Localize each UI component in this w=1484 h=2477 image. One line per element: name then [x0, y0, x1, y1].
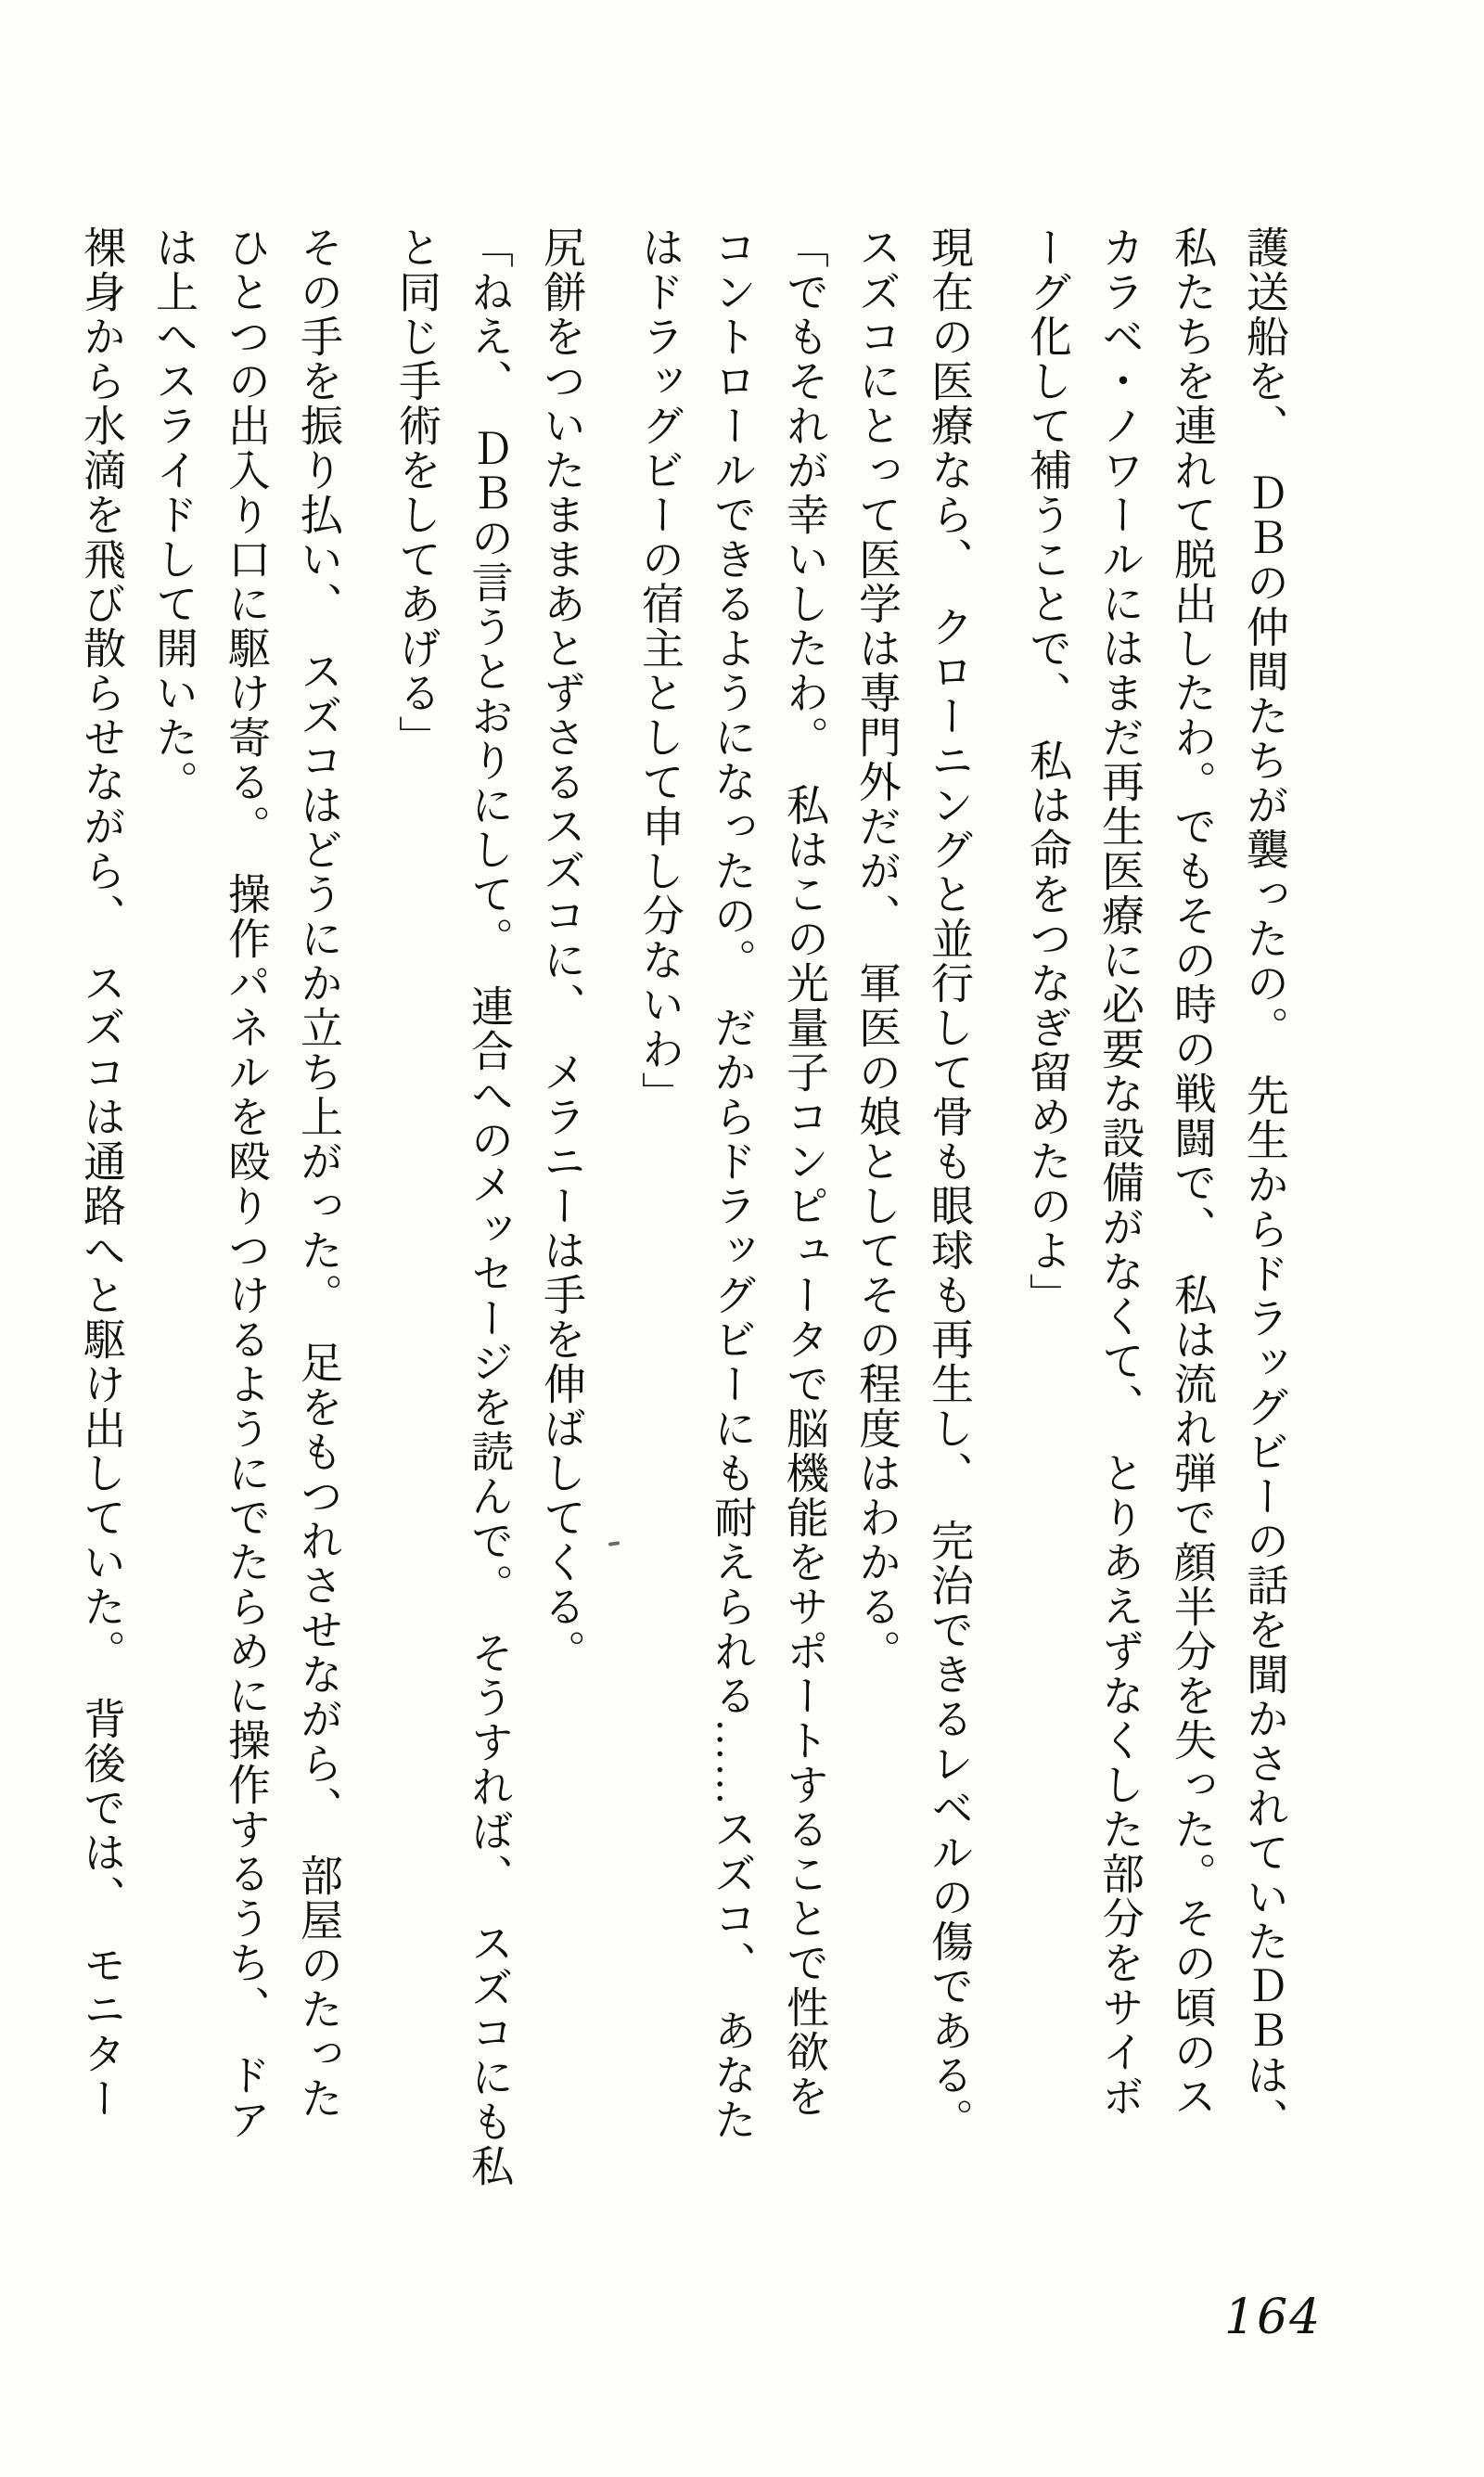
- text-column-2: 私たちを連れて脱出したわ。でもその時の戦闘で、 私は流れ弾で顔半分を失った。その頃のス: [1169, 225, 1216, 2119]
- text-column-14: ひとつの出入り口に駆け寄る。 操作パネルを殴りつけるようにでたらめに操作するうち、 ドア: [223, 225, 270, 2142]
- text-column-5: 現在の医療なら、 クローニングと並行して骨も眼球も再生し、 完治できるレベルの傷である。: [926, 225, 973, 2142]
- text-column-3: カラベ・ノワールにはまだ再生医療に必要な設備がなくて、 とりあえずなくした部分をサイボ: [1096, 225, 1144, 2119]
- text-column-9: はドラッグビーの宿主として申し分ないわ」: [636, 225, 684, 1116]
- text-column-8: コントロールできるようになったの。 だからドラッグビーにも耐えられる……スズコ、 あなた: [709, 225, 756, 2142]
- text-column-7: 「でもそれが幸いしたわ。 私はこの光量子コンピュータで脳機能をサポートすることで性欲を: [781, 225, 828, 2119]
- text-column-11: 「ねえ、 ＤＢの言うとおりにして。 連合へのメッセージを読んで。 そうすれば、 スズコにも私: [466, 225, 513, 2188]
- text-column-12: と同じ手術をしてあげる」: [393, 225, 441, 760]
- text-column-15: は上へスライドして開いた。: [150, 225, 198, 804]
- text-column-10: 尻餅をついたままあとずさるスズコに、 メラニーは手を伸ばしてくる。: [538, 225, 585, 1674]
- text-column-13: その手を振り払い、 スズコはどうにか立ち上がった。 足をもつれさせながら、 部屋のたった: [295, 225, 342, 2121]
- text-column-1: 護送船を、 ＤＢの仲間たちが襲ったの。 先生からドラッグビーの話を聞かされていたＤＢは、: [1241, 225, 1288, 2142]
- text-column-4: ーグ化して補うことで、 私は命をつなぎ留めたのよ」: [1024, 225, 1071, 1317]
- page-number: 164: [1224, 2290, 1323, 2345]
- text-column-6: スズコにとって医学は専門外だが、 軍医の娘としてその程度はわかる。: [853, 225, 901, 1674]
- vertical-text-block: [65, 225, 1300, 2285]
- text-column-16: 裸身から水滴を飛び散らせながら、 スズコは通路へと駆け出していた。 背後では、 モニター: [78, 225, 125, 2121]
